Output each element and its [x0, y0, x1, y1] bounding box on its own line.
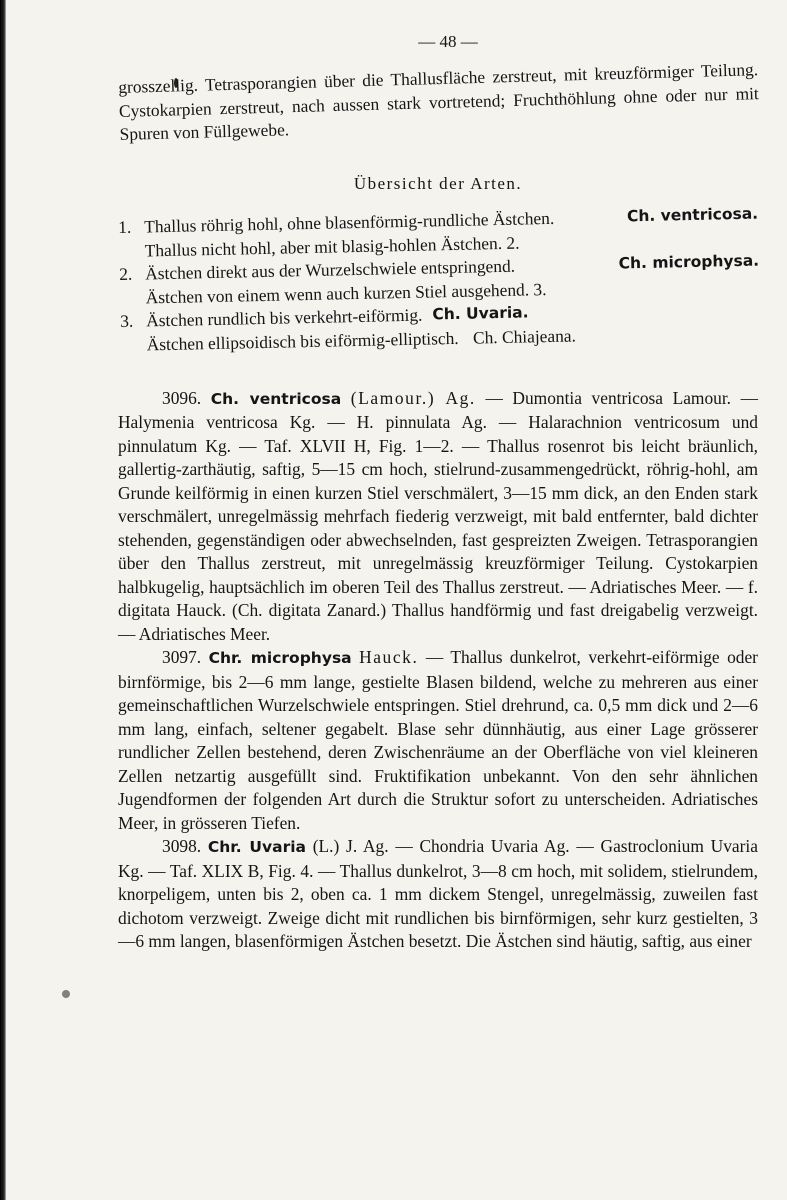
key-alt-text: Ästchen ellipsoidisch bis eiförmig-elliptisch.	[146, 326, 459, 354]
species-entry-3098	[118, 835, 758, 954]
entry-number: 3097.	[162, 647, 202, 667]
species-key	[118, 202, 761, 356]
scanned-page	[6, 0, 787, 1200]
key-alt: Ästchen von einem wenn auch kurzen Stiel ausgehend. 3.	[145, 278, 547, 307]
entry-species-name: Chr. microphysa	[208, 649, 352, 667]
entry-authority: (L.) J. Ag.	[312, 836, 389, 856]
page-number: — 48 —	[418, 32, 478, 51]
intro-paragraph: grosszellig. Tetrasporangien über die Thallusfläche zerstreut, mit kreuzförmiger Teilung. Cystokarpien zerstreut, nach aussen stark vortretend; Fruchthöhlung ohne oder nur mit Spuren von Füllgewebe.	[118, 58, 759, 144]
entry-body: — Dumontia ventricosa Lamour. — Halymenia ventricosa Kg. — H. pinnulata Ag. — Halarachnion ventricosum und pinnulatum Kg. — Taf. XLVII H, Fig. 1—2. — Thallus rosenrot bis leicht bräunlich, gallertig-zarthäutig, saftig, 5—15 cm hoch, stielrund-zusammengedrückt, röhrig-hohl, am Grunde keilförmig in einen kurzen Stiel verschmälert, 3—15 mm dick, an den Enden stark verschmälert, unregelmässig mehrfach fiederig verzweigt, mit bald entfernter, bald dichter stehenden, gegenständigen oder abwechselnden, fast gespreizten Zweigen. Tetrasporangien über den Thallus zerstreut, mit unregelmässig kreuzförmiger Teilung. Cystokarpien halbkugelig, hauptsächlich im oberen Teil des Thallus zerstreut. — Adriatisches Meer. — f. digitata Hauck. (Ch. digitata Zanard.) Thallus handförmig und fast dreigabelig verzweigt. — Adriatisches Meer.	[118, 387, 758, 644]
species-entry-3097	[118, 646, 758, 835]
entry-number: 3096.	[162, 387, 202, 408]
species-entries	[118, 387, 758, 954]
key-species: Ch. Chiajeana.	[472, 324, 577, 347]
entry-body: — Chondria Uvaria Ag. — Gastroclonium Uvaria Kg. — Taf. XLIX B, Fig. 4. — Thallus dunkelrot, 3—8 cm hoch, mit solidem, stielrundem, knorpeligem, unten bis 2, oben ca. 1 mm dickem Stengel, unregelmässig, zuweilen fast dichotom verzweigt. Zweige dicht mit rundlichen bis birnförmigen, sehr kurz gestielten, 3—6 mm langen, blasenförmigen Ästchen besetzt. Die Ästchen sind häutig, saftig, aus einer	[118, 836, 758, 951]
entry-authority: Hauck.	[359, 647, 419, 667]
page-content	[118, 30, 758, 954]
key-number: 3.	[119, 310, 134, 331]
key-species: Ch. microphysa.	[618, 251, 760, 273]
key-number: 2.	[119, 263, 133, 284]
entry-species-name: Chr. Uvaria	[207, 838, 306, 856]
key-text: Thallus röhrig hohl, ohne blasenförmig-rundliche Ästchen.	[144, 207, 555, 236]
entry-body: — Thallus dunkelrot, verkehrt-eiförmige oder birnförmige, bis 2—6 mm lange, gestielte Blasen bildend, welche zu mehreren aus einer gemeinschaftlichen Wurzelschwiele entspringen. Stiel drehrund, ca. 0,5 mm dick und 2—6 mm lang, einfach, seltener gegabelt. Blase sehr dünnhäutig, aus einer Lage grösserer rundlicher Zellen bestehend, deren Zwischenräume an der Oberfläche von viel kleineren Zellen netzartig ausgefüllt sind. Fruktifikation unbekannt. Von den sehr ähnlichen Jugendformen der folgenden Art durch die Struktur sofort zu unterscheiden. Adriatisches Meer, in grösseren Tiefen.	[118, 647, 758, 833]
key-text: Ästchen direkt aus der Wurzelschwiele entspringend.	[144, 255, 516, 283]
entry-species-name: Ch. ventricosa	[210, 389, 342, 408]
key-alt: Thallus nicht hohl, aber mit blasig-hohlen Ästchen. 2.	[144, 231, 520, 260]
entry-number: 3098.	[162, 836, 202, 856]
species-entry-3096	[118, 387, 758, 647]
ink-speck	[62, 990, 70, 998]
key-species: Ch. Uvaria.	[432, 302, 529, 323]
key-species: Ch. ventricosa.	[626, 204, 759, 225]
key-number: 1.	[118, 216, 132, 237]
entry-authority: (Lamour.) Ag.	[350, 387, 476, 408]
section-heading: Übersicht der Arten.	[353, 174, 523, 193]
key-text: Ästchen rundlich bis verkehrt-eiförmig.	[145, 304, 423, 330]
